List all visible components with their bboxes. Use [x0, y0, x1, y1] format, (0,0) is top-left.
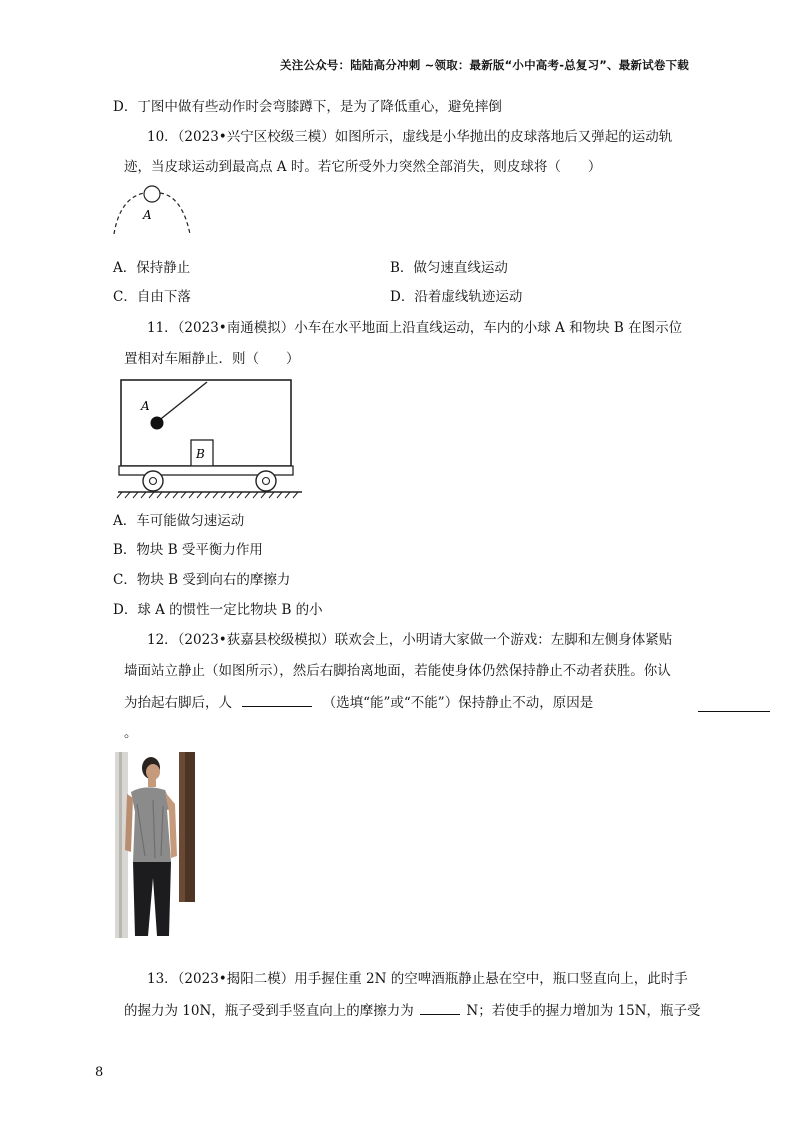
- q12-line3-prefix: 为抬起右脚后，人: [124, 695, 232, 711]
- header-notice: 关注公众号：陆陆高分冲刺 ~领取：最新版“小中高考-总复习”、最新试卷下载: [280, 58, 689, 72]
- q10-option-b: B．做匀速直线运动: [390, 260, 508, 276]
- q12-wall-shadow: [119, 752, 122, 938]
- q11-label-a: A: [141, 399, 150, 413]
- q12-answer-blank-1[interactable]: [242, 706, 312, 707]
- q11-wheel-left-hub: [150, 478, 157, 485]
- q13-line2-suffix: N；若使手的握力增加为 15N，瓶子受: [466, 1003, 701, 1019]
- q10-label-a: A: [143, 208, 152, 222]
- q12-stem-line2: 墙面站立静止（如图所示），然后右脚抬离地面，若能使身体仍然保持静止不动者获胜。你认: [124, 663, 671, 679]
- q11-wheel-right-hub: [263, 478, 270, 485]
- q10-option-c: C．自由下落: [113, 289, 191, 305]
- q11-ground-hatch: [117, 492, 298, 498]
- q13-answer-blank-1[interactable]: [420, 1014, 460, 1015]
- q10-right-trajectory: [160, 193, 190, 234]
- q11-stem-line1: 11．（2023•南通模拟）小车在水平地面上沿直线运动，车内的小球 A 和物块 B 在图示位: [147, 320, 683, 336]
- q11-label-b: B: [196, 447, 205, 461]
- q10-bounce-figure: [110, 182, 200, 238]
- page-number: 8: [95, 1065, 104, 1080]
- q10-option-d: D．沿着虚线轨迹运动: [390, 289, 523, 305]
- q12-door-inner: [185, 752, 195, 902]
- q10-left-trajectory: [114, 193, 144, 234]
- q13-stem-line1: 13．（2023•揭阳二模）用手握住重 2N 的空啤酒瓶静止悬在空中，瓶口竖直向上，此时手: [147, 971, 688, 987]
- q12-person-photo: [115, 752, 195, 938]
- q10-stem-line2: 迹，当皮球运动到最高点 A 时。若它所受外力突然全部消失，则皮球将（ ）: [124, 159, 602, 175]
- q11-stem-line2: 置相对车厢静止．则（ ）: [124, 351, 300, 367]
- q10-ball: [144, 186, 160, 202]
- q11-option-b: B．物块 B 受平衡力作用: [113, 542, 263, 558]
- q12-answer-blank-2[interactable]: [698, 693, 770, 712]
- prev-option-d: D．丁图中做有些动作时会弯膝蹲下，是为了降低重心，避免摔倒: [113, 99, 502, 115]
- q11-option-c: C．物块 B 受到向右的摩擦力: [113, 572, 291, 588]
- q12-stem-line1: 12．（2023•荻嘉县校级模拟）联欢会上，小明请大家做一个游戏：左脚和左侧身体紧贴: [147, 632, 673, 648]
- q11-option-d: D．球 A 的惯性一定比物块 B 的小: [113, 602, 323, 618]
- q12-neck: [148, 779, 156, 787]
- q13-line2-prefix: 的握力为 10N，瓶子受到手竖直向上的摩擦力为: [124, 1003, 414, 1019]
- q10-stem-line1: 10．（2023•兴宁区校级三模）如图所示，虚线是小华抛出的皮球落地后又弹起的运动轨: [147, 129, 673, 145]
- q10-option-a: A．保持静止: [113, 260, 191, 276]
- q12-stem-line4: 。: [124, 725, 138, 741]
- q13-stem-line2: [124, 1001, 701, 1021]
- q12-line3-suffix: （选填“能”或“不能”）保持静止不动，原因是: [322, 695, 594, 711]
- q11-option-a: A．车可能做匀速运动: [113, 513, 245, 529]
- q12-stem-line3: [124, 693, 593, 713]
- q12-face: [146, 764, 160, 780]
- q11-ball-a: [151, 417, 164, 430]
- q11-cart-figure: [112, 375, 308, 500]
